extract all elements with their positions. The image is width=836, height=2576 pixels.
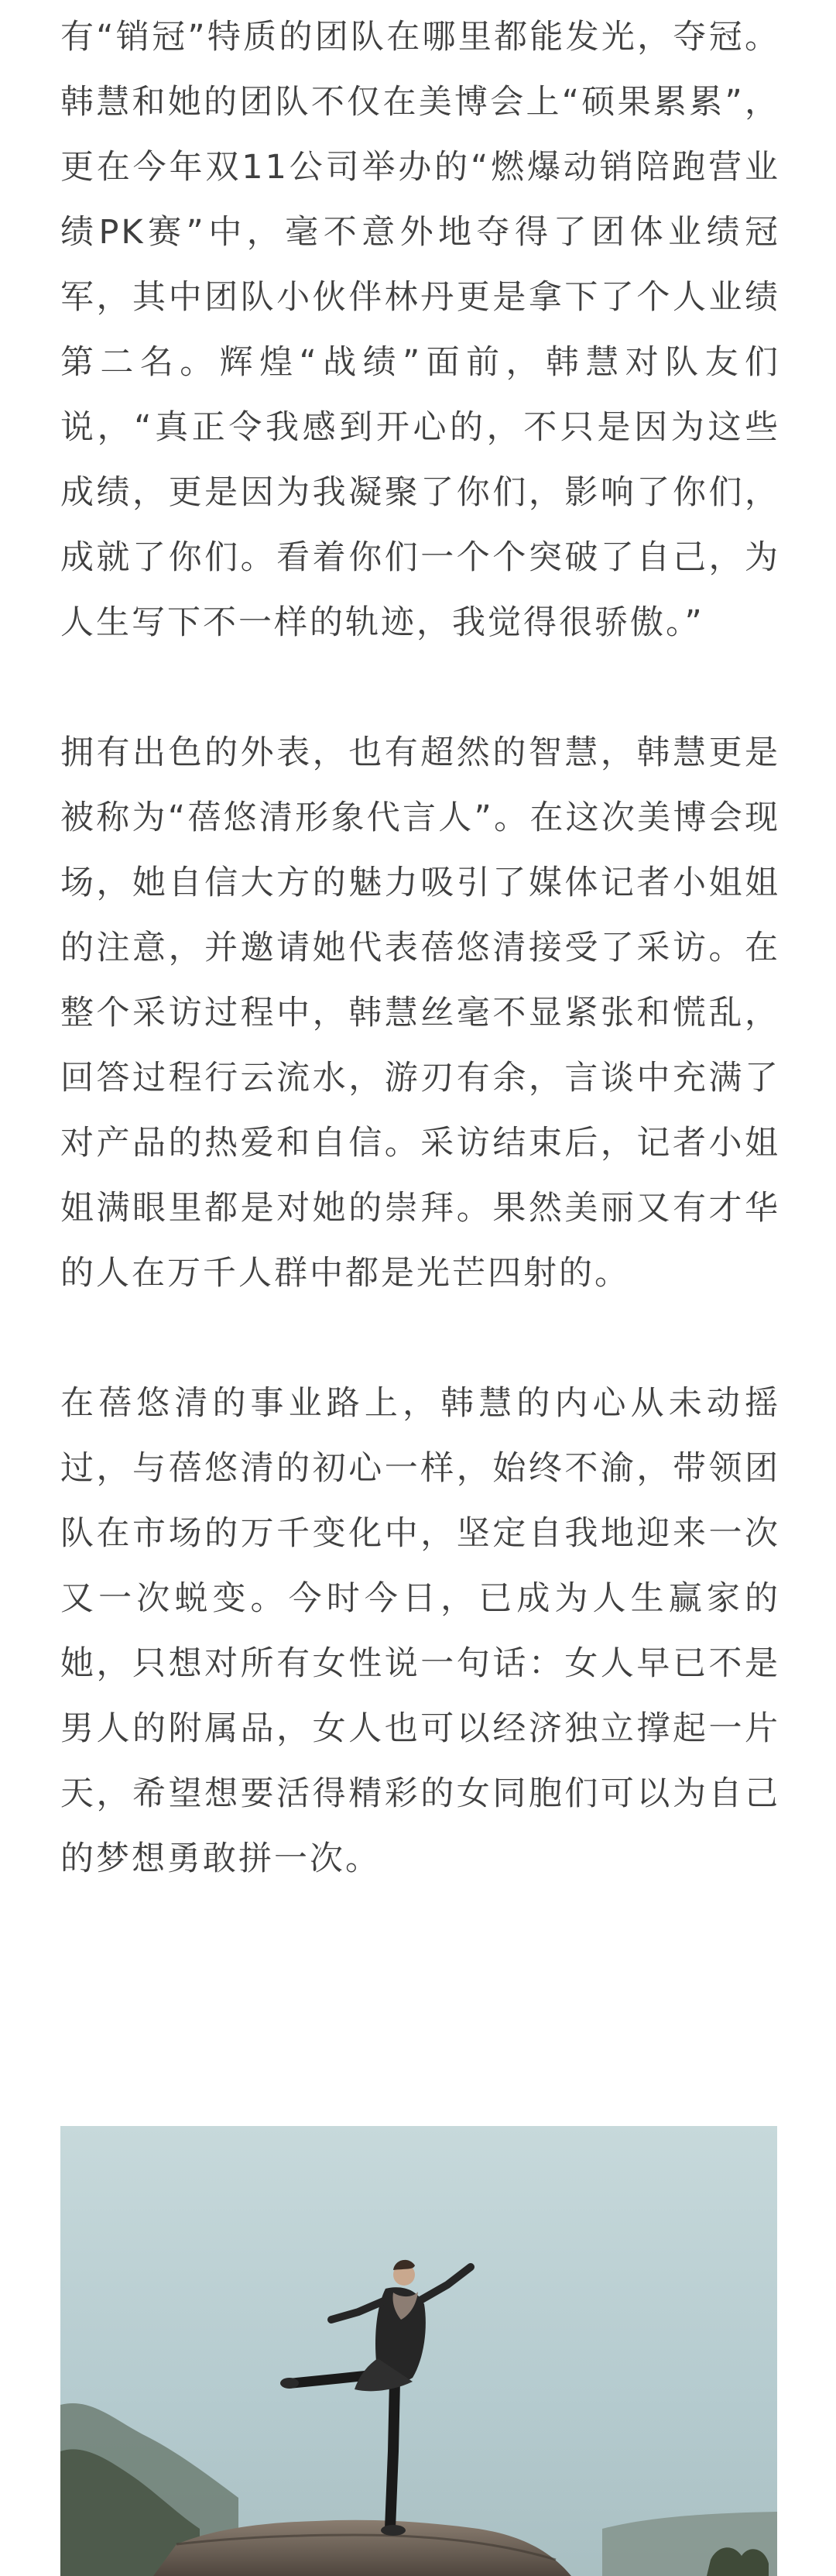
article-paragraph-3: 在蓓悠清的事业路上，韩慧的内心从未动摇过，与蓓悠清的初心一样，始终不渝，带领团队在市场的万千变化中，坚定自我地迎来一次又一次蜕变。今时今日，已成为人生赢家的她，只想对所有女性说一句话：女人早已不是男人的附属品，女人也可以经济独立撑起一片天，希望想要活得精彩的女同胞们可以为自己的梦想勇敢拼一次。 xyxy=(60,1384,780,1878)
woman-balancing-on-rock-photo xyxy=(60,2126,777,2576)
article-paragraph-2: 拥有出色的外表，也有超然的智慧，韩慧更是被称为“蓓悠清形象代言人”。在这次美博会现场，她自信大方的魅力吸引了媒体记者小姐姐的注意，并邀请她代表蓓悠清接受了采访。在整个采访过程中，韩慧丝毫不显紧张和慌乱，回答过程行云流水，游刃有余，言谈中充满了对产品的热爱和自信。采访结束后，记者小姐姐满眼里都是对她的崇拜。果然美丽又有才华的人在万千人群中都是光芒四射的。 xyxy=(60,733,780,1293)
paragraph-spacer xyxy=(60,655,780,720)
article-body xyxy=(60,0,780,1891)
article-paragraph-1: 有“销冠”特质的团队在哪里都能发光，夺冠。韩慧和她的团队不仅在美博会上“硕果累累”，更在今年双11公司举办的“燃爆动销陪跑营业绩PK赛”中，毫不意外地夺得了团体业绩冠军，其中团队小伙伴林丹更是拿下了个人业绩第二名。辉煌“战绩”面前，韩慧对队友们说，“真正令我感到开心的，不只是因为这些成绩，更是因为我凝聚了你们，影响了你们，成就了你们。看着你们一个个突破了自己，为人生写下不一样的轨迹，我觉得很骄傲。” xyxy=(60,18,780,642)
paragraph-spacer xyxy=(60,1306,780,1371)
